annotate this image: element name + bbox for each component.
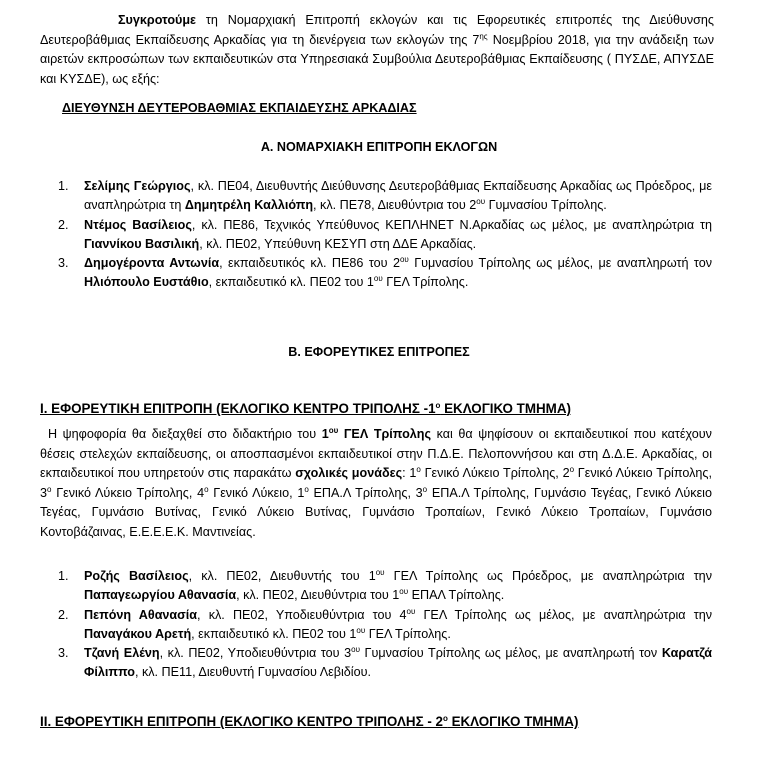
section-a-list [58,177,712,293]
committee-1-members [58,567,712,683]
list-item: 1. Σελίμης Γεώργιος, κλ. ΠΕ04, Διευθυντής Διεύθυνσης Δευτεροβάθμιας Εκπαίδευσης Αρκαδίας ως Πρόεδρος, με αναπληρώτρια τη Δημητρέλη Καλλιόπη, κλ. ΠΕ78, Διευθύντρια του $2^{o\upsilon}$ Γυμνασίου Τρίπολης. [58,179,712,213]
intro-lead: Συγκροτούμε [118,13,197,27]
list-item: 2. Πεπόνη Αθανασία, κλ. ΠΕ02, Υποδιευθύντρια του $4^{o\upsilon}$ ΓΕΛ Τρίπολης ως μέλος, με αναπληρώτρια την Παναγάκου Αρετή, εκπαιδευτικό κλ. ΠΕ02 του $1^{o\upsilon}$ ΓΕΛ Τρίπολης. [58,606,712,641]
section-a-heading: Α. ΝΟΜΑΡΧΙΑΚΗ ΕΠΙΤΡΟΠΗ ΕΚΛΟΓΩΝ [260,140,498,154]
intro-paragraph: Συγκροτούμε τη Νομαρχιακή Επιτροπή εκλογών και τις Εφορευτικές επιτροπές της Διεύθυνσης Δευτεροβάθμιας Εκπαίδευσης Αρκαδίας για τη διενέργεια των εκλογών της $7^{\eta\varsigma}$ Νοεμβρίου 2018, για την ανάδειξη των αιρετών εκπροσώπων των εκπαιδευτικών στα Υπηρεσιακά Συμβούλια Δευτεροβάθμιας Εκπαίδευσης ( ΠΥΣΔΕ, ΑΠΥΣΔΕ και ΚΥΣΔΕ), ως εξής: [40,13,714,86]
section-b-heading: Β. ΕΦΟΡΕΥΤΙΚΕΣ ΕΠΙΤΡΟΠΕΣ [288,345,470,359]
list-item: 2. Ντέμος Βασίλειος, κλ. ΠΕ86, Τεχνικός Υπεύθυνος ΚΕΠΛΗΝΕΤ Ν.Αρκαδίας ως μέλος, με αναπληρώτρια τη Γιαννίκου Βασιλική, κλ. ΠΕ02, Υπεύθυνη ΚΕΣΥΠ στη ΔΔΕ Αρκαδίας. [58,217,712,251]
committee-2-heading: II. ΕΦΟΡΕΥΤΙΚΗ ΕΠΙΤΡΟΠΗ (ΕΚΛΟΓΙΚΟ ΚΕΝΤΡΟ ΤΡΙΠΟΛΗΣ - $2^o$ ΕΚΛΟΓΙΚΟ ΤΜΗΜΑ) [40,714,579,729]
directorate-heading: ΔΙΕΥΘΥΝΣΗ ΔΕΥΤΕΡΟΒΑΘΜΙΑΣ ΕΚΠΑΙΔΕΥΣΗΣ ΑΡΚΑΔΙΑΣ [62,101,417,115]
list-item: 3. Δημογέροντα Αντωνία, εκπαιδευτικός κλ. ΠΕ86 του $2^{o\upsilon}$ Γυμνασίου Τρίπολης ως μέλος, με αναπληρωτή τον Ηλιόπουλο Ευστάθιο, εκπαιδευτικό κλ. ΠΕ02 του $1^{o\upsilon}$ ΓΕΛ Τρίπολης. [58,255,712,290]
committee-1-description: Η ψηφοφορία θα διεξαχθεί στο διδακτήριο του $1^{o\upsilon}$ ΓΕΛ Τρίπολης και θα ψηφίσουν οι εκπαιδευτικοί που κατέχουν θέσεις στελεχών εκπαίδευσης, οι αποσπασμένοι εκπαιδευτικοί στην Π.Δ.Ε. Πελοποννήσου και στη Δ.Δ.Ε. Αρκαδίας, οι εκπαιδευτικοί που υπηρετούν στις παρακάτω σχολικές μονάδες: $1^o$ Γενικό Λύκειο Τρίπολης, $2^o$ Γενικό Λύκειο Τρίπολης, $3^o$ Γενικό Λύκειο Τρίπολης, $4^o$ Γενικό Λύκειο, $1^o$ ΕΠΑ.Λ Τρίπολης, $3^o$ ΕΠΑ.Λ Τρίπολης, Γυμνάσιο Τεγέας, Γενικό Λύκειο Τεγέας, Γυμνάσιο Βυτίνας, Γενικό Λύκειο Βυτίνας, Γυμνάσιο Τροπαίων, Γενικό Λύκειο Τροπαίων, Γυμνάσιο Κοντοβάζαινας, Ε.Ε.Ε.Ε.Κ. Μαντινείας. [40,426,712,539]
list-item: 1. Ροζής Βασίλειος, κλ. ΠΕ02, Διευθυντής του $1^{o\upsilon}$ ΓΕΛ Τρίπολης ως Πρόεδρος, με αναπληρώτρια την Παπαγεωργίου Αθανασία, κλ. ΠΕ02, Διευθύντρια του $1^{o\upsilon}$ ΕΠΑΛ Τρίπολης. [58,568,712,603]
committee-1-heading: I. ΕΦΟΡΕΥΤΙΚΗ ΕΠΙΤΡΟΠΗ (ΕΚΛΟΓΙΚΟ ΚΕΝΤΡΟ ΤΡΙΠΟΛΗΣ $-1^o$ ΕΚΛΟΓΙΚΟ ΤΜΗΜΑ) [40,401,571,416]
list-item: 3. Τζανή Ελένη, κλ. ΠΕ02, Υποδιευθύντρια του $3^{o\upsilon}$ Γυμνασίου Τρίπολης ως μέλος, με αναπληρωτή τον Καρατζά Φίλιππο, κλ. ΠΕ11, Διευθυντή Γυμνασίου Λεβιδίου. [58,645,712,680]
